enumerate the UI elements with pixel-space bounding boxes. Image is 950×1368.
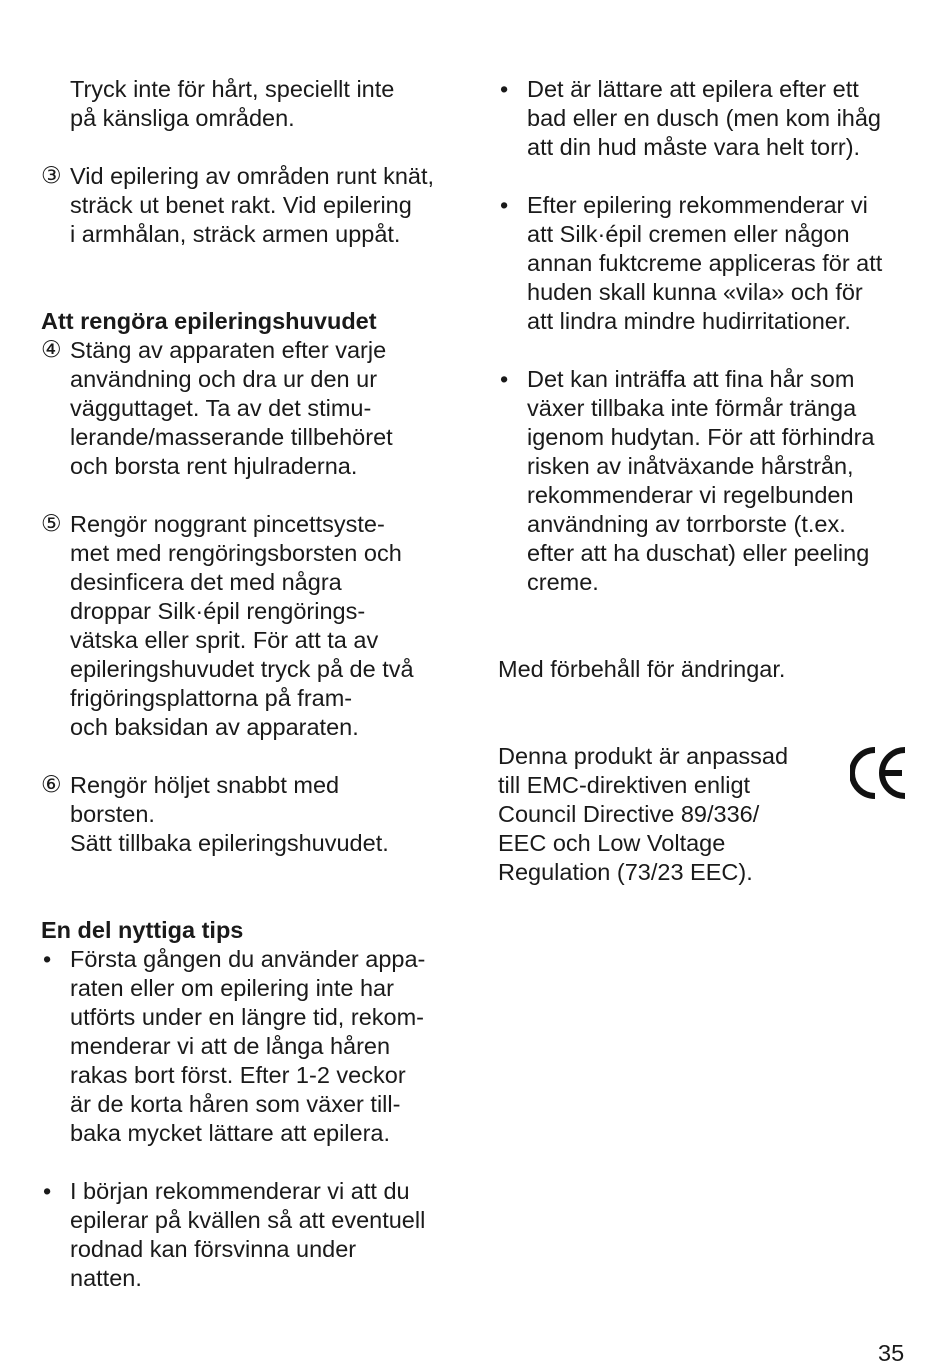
text-line: Rengör höljet snabbt med (70, 772, 340, 798)
bullet-icon: • (500, 366, 509, 392)
step-4-number: ④ (41, 337, 62, 363)
text-line: menderar vi att de långa håren (70, 1033, 391, 1059)
text-line: vätska eller sprit. För att ta av (70, 627, 379, 653)
text-line: användning av torrborste (t.ex. (527, 511, 846, 537)
text-line: växer tillbaka inte förmår tränga (527, 395, 857, 421)
text-line: annan fuktcreme appliceras för att (527, 250, 883, 276)
text-line: att lindra mindre hudirritationer. (527, 308, 851, 334)
step-5 (41, 510, 461, 742)
text-line: sträck ut benet rakt. Vid epilering (70, 192, 412, 218)
text-line: efter att ha duschat) eller peeling (527, 540, 870, 566)
text-line: I början rekommenderar vi att du (70, 1178, 410, 1204)
bullet-icon: • (43, 946, 52, 972)
text-line: och borsta rent hjulraderna. (70, 453, 358, 479)
text-line: igenom hudytan. För att förhindra (527, 424, 875, 450)
text-line: Regulation (73/23 EEC). (498, 859, 753, 885)
text-line: vägguttaget. Ta av det stimu- (70, 395, 372, 421)
bullet-icon: • (500, 76, 509, 102)
text-line: Tryck inte för hårt, speciellt inte (70, 76, 395, 102)
reservation-note: Med förbehåll för ändringar. (498, 656, 786, 682)
intro-paragraph (41, 75, 461, 133)
step-6-number: ⑥ (41, 772, 62, 798)
text-line: att din hud måste vara helt torr). (527, 134, 861, 160)
text-line: raten eller om epilering inte har (70, 975, 394, 1001)
text-line: Rengör noggrant pincettsyste- (70, 511, 385, 537)
text-line: frigöringsplattorna på fram- (70, 685, 353, 711)
text-line: i armhålan, sträck armen uppåt. (70, 221, 401, 247)
bullet-icon: • (43, 1178, 52, 1204)
text-line: rekommenderar vi regelbunden (527, 482, 854, 508)
text-line: Första gången du använder appa- (70, 946, 426, 972)
text-line: epileringshuvudet tryck på de två (70, 656, 414, 682)
left-column (41, 75, 461, 1293)
text-line: Sätt tillbaka epileringshuvudet. (70, 830, 389, 856)
step-4 (41, 336, 461, 481)
tip-3 (498, 75, 918, 162)
text-line: utförts under en längre tid, rekom- (70, 1004, 424, 1030)
step-6 (41, 771, 461, 858)
bullet-icon: • (500, 192, 509, 218)
text-line: lerande/masserande tillbehöret (70, 424, 393, 450)
text-line: creme. (527, 569, 599, 595)
text-line: att Silk·épil cremen eller någon (527, 221, 850, 247)
tips-heading: En del nyttiga tips (41, 917, 244, 943)
tip-5 (498, 365, 918, 597)
tip-2 (41, 1177, 461, 1293)
ce-mark-icon (850, 744, 908, 802)
text-line: EEC och Low Voltage (498, 830, 726, 856)
text-line: met med rengöringsborsten och (70, 540, 402, 566)
tip-1 (41, 945, 461, 1148)
step-5-number: ⑤ (41, 511, 62, 537)
cleaning-heading: Att rengöra epileringshuvudet (41, 308, 377, 334)
text-line: Council Directive 89/336/ (498, 801, 760, 827)
text-line: epilerar på kvällen så att eventuell (70, 1207, 426, 1233)
text-line: droppar Silk·épil rengörings- (70, 598, 366, 624)
text-line: och baksidan av apparaten. (70, 714, 359, 740)
text-line: rakas bort först. Efter 1-2 veckor (70, 1062, 406, 1088)
page-number: 35 (878, 1340, 905, 1366)
text-line: bad eller en dusch (men kom ihåg (527, 105, 882, 131)
text-line: desinficera det med några (70, 569, 342, 595)
text-line: Vid epilering av områden runt knät, (70, 163, 435, 189)
text-line: risken av inåtväxande hårstrån, (527, 453, 854, 479)
text-line: Det kan inträffa att fina hår som (527, 366, 855, 392)
tip-4 (498, 191, 918, 336)
text-line: baka mycket lättare att epilera. (70, 1120, 391, 1146)
text-line: huden skall kunna «vila» och för (527, 279, 863, 305)
text-line: är de korta håren som växer till- (70, 1091, 401, 1117)
text-line: användning och dra ur den ur (70, 366, 378, 392)
text-line: Det är lättare att epilera efter ett (527, 76, 859, 102)
text-line: Denna produkt är anpassad (498, 743, 789, 769)
text-line: Efter epilering rekommenderar vi (527, 192, 868, 218)
text-line: på känsliga områden. (70, 105, 295, 131)
step-3-number: ③ (41, 163, 62, 189)
text-line: till EMC-direktiven enligt (498, 772, 751, 798)
text-line: natten. (70, 1265, 142, 1291)
text-line: Stäng av apparaten efter varje (70, 337, 387, 363)
text-line: borsten. (70, 801, 155, 827)
text-line: rodnad kan försvinna under (70, 1236, 357, 1262)
step-3 (41, 162, 461, 249)
